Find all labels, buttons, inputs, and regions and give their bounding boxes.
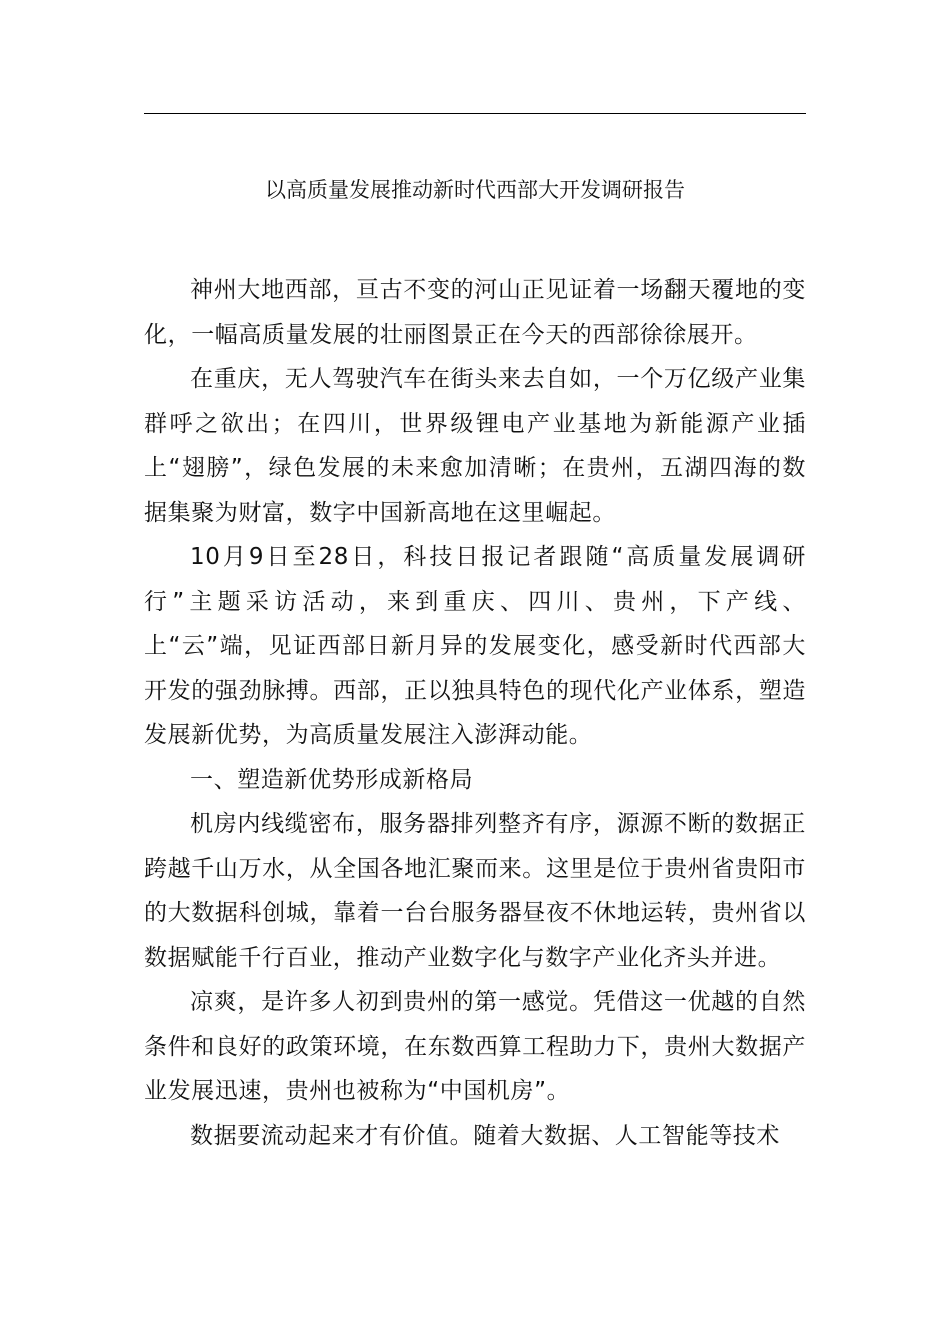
document-body xyxy=(144,268,806,1158)
header-rule xyxy=(144,113,806,114)
paragraph-3: 10月9日至28日，科技日报记者跟随“高质量发展调研行”主题采访活动，来到重庆、四川、贵州，下产线、上“云”端，见证西部日新月异的发展变化，感受新时代西部大开发的强劲脉搏。西部，正以独具特色的现代化产业体系，塑造发展新优势，为高质量发展注入澎湃动能。 xyxy=(144,544,806,748)
paragraph-2: 在重庆，无人驾驶汽车在街头来去自如，一个万亿级产业集群呼之欲出；在四川，世界级锂电产业基地为新能源产业插上“翅膀”，绿色发展的未来愈加清晰；在贵州，五湖四海的数据集聚为财富，数字中国新高地在这里崛起。 xyxy=(144,366,806,526)
paragraph-1: 神州大地西部，亘古不变的河山正见证着一场翻天覆地的变化，一幅高质量发展的壮丽图景正在今天的西部徐徐展开。 xyxy=(144,277,806,348)
section-heading-1: 一、塑造新优势形成新格局 xyxy=(190,766,474,793)
paragraph-5: 凉爽，是许多人初到贵州的第一感觉。凭借这一优越的自然条件和良好的政策环境，在东数西算工程助力下，贵州大数据产业发展迅速，贵州也被称为“中国机房”。 xyxy=(144,989,806,1104)
document-title: 以高质量发展推动新时代西部大开发调研报告 xyxy=(265,178,685,202)
paragraph-6: 数据要流动起来才有价值。随着大数据、人工智能等技术 xyxy=(190,1122,780,1149)
paragraph-4: 机房内线缆密布，服务器排列整齐有序，源源不断的数据正跨越千山万水，从全国各地汇聚而来。这里是位于贵州省贵阳市的大数据科创城，靠着一台台服务器昼夜不休地运转，贵州省以数据赋能千行百业，推动产业数字化与数字产业化齐头并进。 xyxy=(144,811,806,971)
